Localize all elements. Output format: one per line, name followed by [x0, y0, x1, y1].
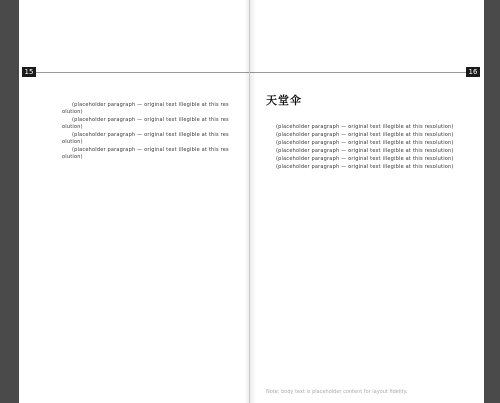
left-page-number: 15 [22, 67, 36, 77]
right-paragraph-4: (placeholder paragraph — original text illegible at this resolution) [276, 148, 454, 154]
right-paragraph-5: (placeholder paragraph — original text illegible at this resolution) [276, 156, 454, 162]
right-page-number: 16 [466, 67, 480, 77]
left-paragraph-1: (placeholder paragraph — original text illegible at this resolution) [62, 102, 229, 115]
left-paragraph-3: (placeholder paragraph — original text illegible at this resolution) [62, 132, 229, 145]
right-paragraph-6: (placeholder paragraph — original text illegible at this resolution) [276, 164, 454, 170]
right-page [250, 0, 484, 403]
left-page-text [62, 102, 230, 162]
left-paragraph-4: (placeholder paragraph — original text illegible at this resolution) [62, 147, 229, 160]
right-paragraph-3: (placeholder paragraph — original text illegible at this resolution) [276, 140, 454, 146]
right-paragraph-2: (placeholder paragraph — original text illegible at this resolution) [276, 132, 454, 138]
right-paragraph-1: (placeholder paragraph — original text illegible at this resolution) [276, 124, 454, 130]
left-page [19, 0, 250, 403]
chapter-title: 天堂伞 [266, 94, 302, 107]
right-page-rule [250, 72, 466, 73]
right-page-text [266, 124, 460, 172]
placeholder-note: Note: body text is placeholder content for layout fidelity. [266, 389, 408, 395]
left-page-rule [36, 72, 249, 73]
left-paragraph-2: (placeholder paragraph — original text illegible at this resolution) [62, 117, 229, 130]
